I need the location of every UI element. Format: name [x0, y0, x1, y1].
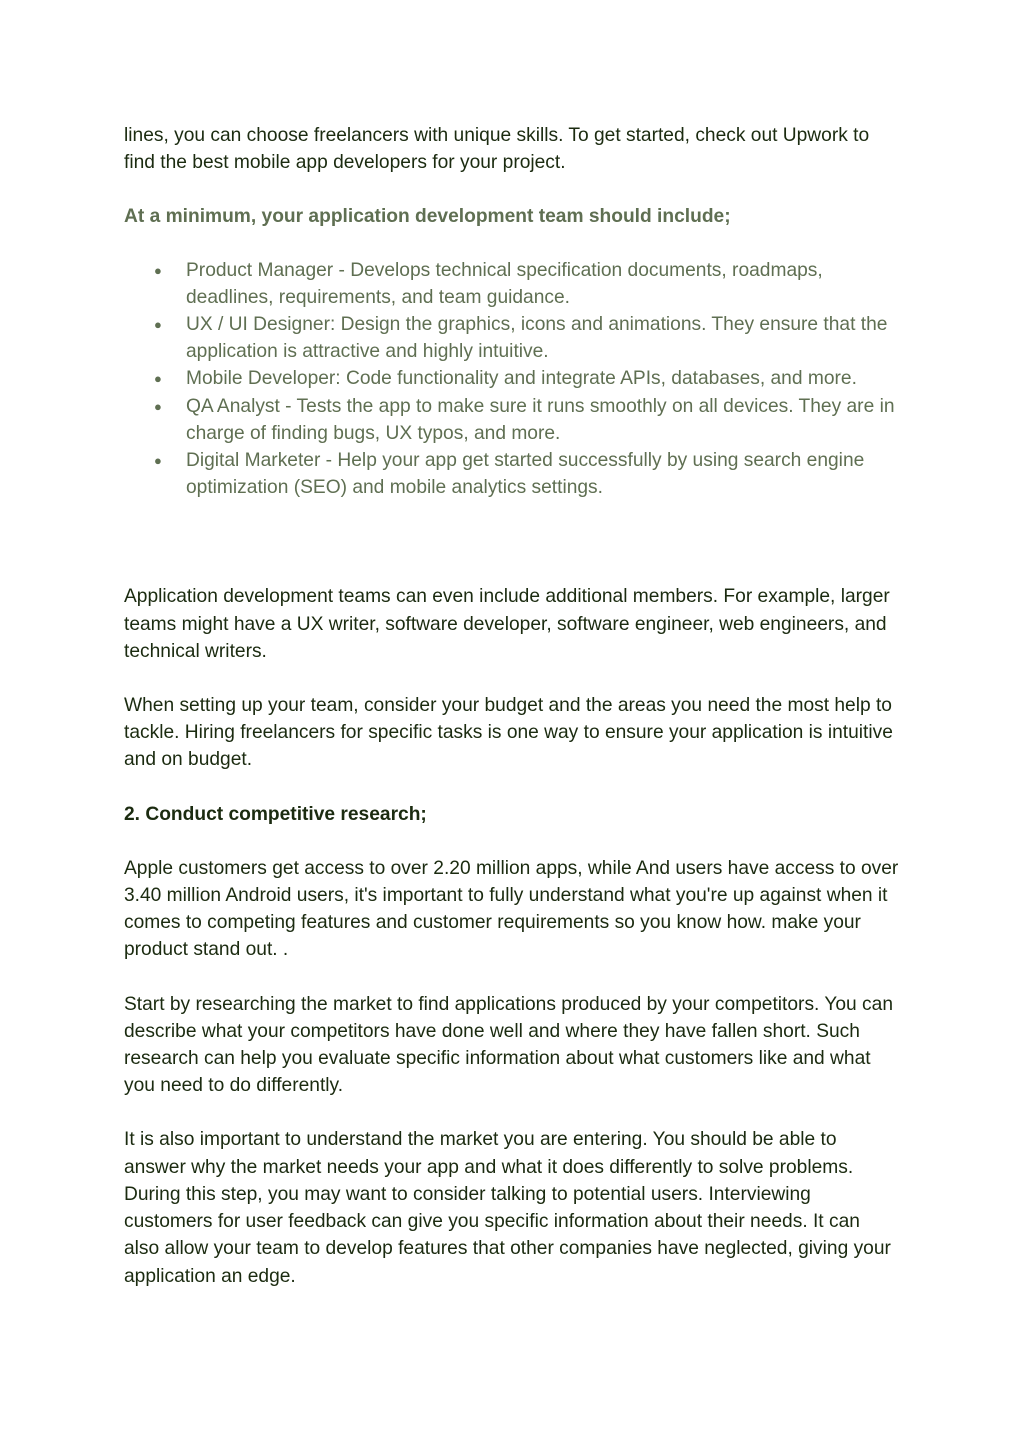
role-text: Mobile Developer: Code functionality and integrate APIs, databases, and more.: [186, 368, 857, 390]
list-item: [154, 447, 900, 501]
list-item: [154, 393, 900, 447]
bullet-icon: ●: [154, 262, 162, 278]
list-item: [154, 311, 900, 365]
section-heading: 2. Conduct competitive research;: [124, 803, 427, 825]
apple-customers-paragraph: Apple customers get access to over 2.20 million apps, while And users have access to over 3.40 million Android users, it's important to fully understand what you're up against when it comes to competing features and customer requirements so you know how. make your product stand out. .: [124, 857, 899, 961]
role-text: Digital Marketer - Help your app get started successfully by using search engine optimization (SEO) and mobile analytics settings.: [186, 450, 865, 499]
document-body: [124, 122, 900, 1290]
research-market-paragraph: Start by researching the market to find applications produced by your competitors. You can describe what your competitors have done well and where they have fallen short. Such research can help you evaluate specific information about what customers like and what you need to do differently.: [124, 993, 893, 1097]
bullet-icon: ●: [154, 453, 162, 469]
role-text: QA Analyst - Tests the app to make sure it runs smoothly on all devices. They are in charge of finding bugs, UX typos, and more.: [186, 395, 895, 444]
understand-market-paragraph: It is also important to understand the market you are entering. You should be able to answer why the market needs your app and what it does differently to solve problems. During this step, you may want to consider talking to potential users. Interviewing customers for user feedback can give you specific information about their needs. It can also allow your team to develop features that other companies have neglected, giving your application an edge.: [124, 1129, 891, 1287]
list-item: [154, 365, 900, 392]
budget-paragraph: When setting up your team, consider your budget and the areas you need the most help to tackle. Hiring freelancers for specific tasks is one way to ensure your application is intuitive and on budget.: [124, 695, 893, 771]
role-text: UX / UI Designer: Design the graphics, icons and animations. They ensure that the application is attractive and highly intuitive.: [186, 314, 888, 363]
team-roles-list: [124, 257, 900, 502]
additional-members-paragraph: Application development teams can even include additional members. For example, larger teams might have a UX writer, software developer, software engineer, web engineers, and technical writers.: [124, 586, 890, 662]
intro-paragraph: lines, you can choose freelancers with unique skills. To get started, check out Upwork to find the best mobile app developers for your project.: [124, 125, 870, 174]
bullet-icon: ●: [154, 371, 162, 387]
list-item: [154, 257, 900, 311]
bullet-icon: ●: [154, 398, 162, 414]
role-text: Product Manager - Develops technical specification documents, roadmaps, deadlines, requirements, and team guidance.: [186, 259, 823, 308]
blank-spacer: [124, 501, 900, 583]
team-subheading: At a minimum, your application development team should include;: [124, 206, 731, 228]
bullet-icon: ●: [154, 317, 162, 333]
